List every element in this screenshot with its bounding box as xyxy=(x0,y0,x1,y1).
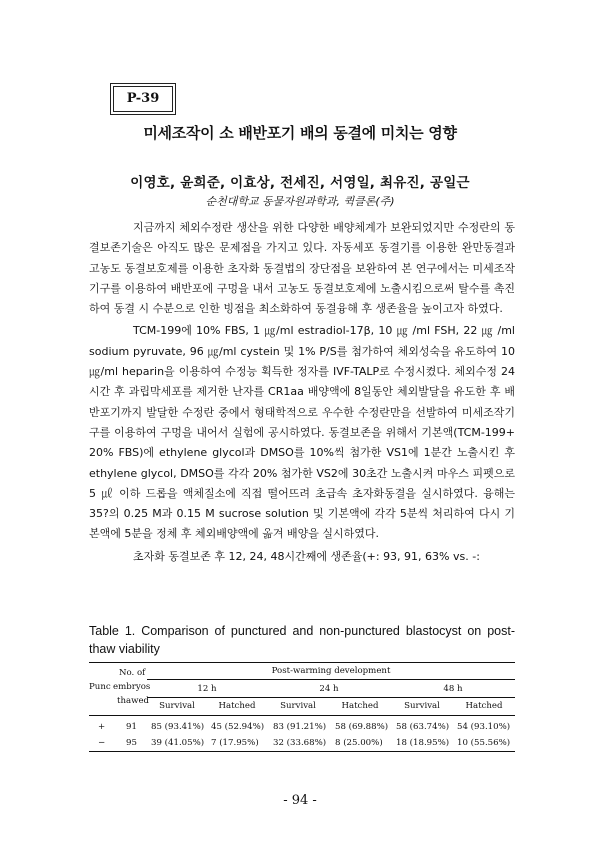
time-header-12h: 12 h xyxy=(197,684,217,694)
abstract-paragraph-3: 초자화 동결보존 후 12, 24, 48시간째에 생존율(+: 93, 91, 63% vs. -: xyxy=(133,549,480,563)
subheader-survival-48h: Survival xyxy=(404,701,440,711)
row2-survival-12h: 39 (41.05%) xyxy=(151,738,205,748)
table-top-rule xyxy=(89,662,515,663)
author-list: 이영호, 윤희준, 이효상, 전세진, 서영일, 최유진, 공일근 xyxy=(130,175,470,191)
abstract-code-box: P-39 xyxy=(113,86,173,112)
post-warming-header: Post-warming development xyxy=(271,666,391,676)
row1-hatched-48h: 54 (93.10%) xyxy=(457,722,511,732)
punc-header: Punc xyxy=(89,682,111,692)
table-bottom-rule xyxy=(89,751,515,752)
row2-hatched-24h: 8 (25.00%) xyxy=(335,738,383,748)
header-bottom-rule xyxy=(89,715,515,716)
embryos-header-line2: embryos xyxy=(113,682,151,692)
subheader-survival-24h: Survival xyxy=(280,701,316,711)
abstract-body xyxy=(89,218,515,567)
group-header-rule xyxy=(147,679,515,680)
row1-hatched-12h: 45 (52.94%) xyxy=(211,722,265,732)
table-caption: Table 1. Comparison of punctured and non-punctured blastocyst on post-thaw viability xyxy=(89,624,515,656)
embryos-header-line1: No. of xyxy=(119,668,146,678)
row1-hatched-24h: 58 (69.88%) xyxy=(335,722,389,732)
row1-punc: + xyxy=(98,722,106,732)
subheader-hatched-48h: Hatched xyxy=(465,701,503,711)
abstract-paragraph-2: TCM-199에 10% FBS, 1 ㎍/ml estradiol-17β, 10 ㎍ /ml FSH, 22 ㎍ /ml sodium pyruvate, 96 ㎍/ml cystein 및 1% P/S를 첨가하여 체외성숙을 유도하여 10 ㎍/ml heparin을 이용하여 수정능 획득한 정자를 IVF-TALP로 수정시켰다. 체외수정 24시간 후 과립막세포를 제거한 난자를 CR1aa 배양액에 8일동안 체외발달을 유도한 후 배반포기까지 발달한 수정란 중에서 형태학적으로 우수한 수정란만을 선발하여 미세조작기구를 이용하여 구멍을 내어서 실험에 공시하였다. 동결보존을 위해서 기본액(TCM-199+ 20% FBS)에 ethylene glycol과 DMSO를 10%씩 첨가한 VS1에 1분간 노출시킨 후 ethylene glycol, DMSO를 각각 20% 첨가한 VS2에 30초간 노출시켜 마우스 피펫으로 5 ㎕ 이하 드롭을 액체질소에 직접 떨어뜨려 초급속 초자화동결을 실시하였다. 융해는 35?의 0.25 M과 0.15 M sucrose solution 및 기본액에 각각 5분씩 처리하여 다시 기본액에 5분을 정체 후 체외배양액에 옮겨 배양을 실시하였다. xyxy=(89,324,515,541)
row1-survival-24h: 83 (91.21%) xyxy=(273,722,327,732)
row1-survival-12h: 85 (93.41%) xyxy=(151,722,205,732)
subheader-hatched-24h: Hatched xyxy=(341,701,379,711)
time-header-rule xyxy=(147,697,515,698)
page-number: - 94 - xyxy=(283,793,317,808)
affiliation: 순천대학교 동물자원과학과, 퀵클론(주) xyxy=(205,195,395,208)
subheader-survival-12h: Survival xyxy=(159,701,195,711)
abstract-paragraph-1: 지금까지 체외수정란 생산을 위한 다양한 배양체계가 보완되었지만 수정란의 동결보존기술은 아직도 많은 문제점을 가지고 있다. 자동세포 동결기를 이용한 완만동결과 고농도 동결보호제를 이용한 초자화 동결법의 장단점을 보완하여 본 연구에서는 미세조작기구를 이용하여 배반포에 구멍을 내서 고농도 동결보호제에 노출시킴으로써 탈수를 촉진하여 동결 시 수분으로 인한 빙점을 최소화하여 동결융해 후 생존율을 높이고자 하였다. xyxy=(89,221,515,316)
time-header-48h: 48 h xyxy=(443,684,463,694)
time-header-24h: 24 h xyxy=(319,684,339,694)
row2-n: 95 xyxy=(126,738,137,748)
row2-punc: − xyxy=(98,738,106,748)
paper-title: 미세조작이 소 배반포기 배의 동결에 미치는 영향 xyxy=(143,124,457,142)
row2-survival-24h: 32 (33.68%) xyxy=(273,738,327,748)
subheader-hatched-12h: Hatched xyxy=(218,701,256,711)
row1-n: 91 xyxy=(126,722,137,732)
embryos-header-line3: thawed xyxy=(117,696,150,706)
row1-survival-48h: 58 (63.74%) xyxy=(396,722,450,732)
row2-survival-48h: 18 (18.95%) xyxy=(396,738,450,748)
row2-hatched-12h: 7 (17.95%) xyxy=(211,738,259,748)
row2-hatched-48h: 10 (55.56%) xyxy=(457,738,511,748)
